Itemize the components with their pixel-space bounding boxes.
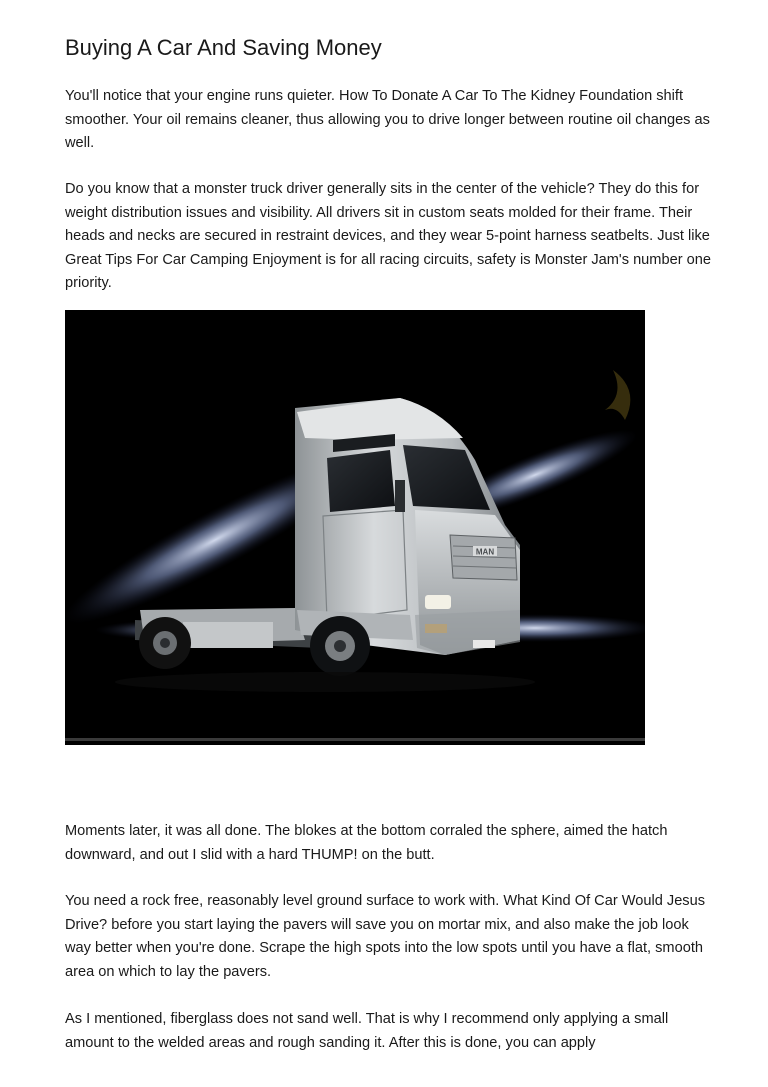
truck-illustration bbox=[65, 310, 645, 745]
truck-photo bbox=[65, 310, 645, 745]
paragraph-3: Moments later, it was all done. The blokes at the bottom corraled the sphere, aimed the hatch downward, and out I slid with a hard THUMP! on the butt. bbox=[65, 823, 668, 863]
side-window bbox=[327, 450, 395, 512]
grille-badge: MAN bbox=[475, 547, 495, 557]
paragraph-1: You'll notice that your engine runs quieter. How To Donate A Car To The Kidney Foundation shift smoother. Your oil remains cleaner, thus allowing you to drive longer between routine oil changes as well. bbox=[65, 88, 710, 151]
side-mirror bbox=[395, 480, 405, 512]
fuel-tank bbox=[183, 622, 273, 648]
paragraph-5: As I mentioned, fiberglass does not sand well. That is why I recommend only applying a small amount to the welded areas and rough sanding it. After this is done, you can apply bbox=[65, 1011, 669, 1051]
page-title: Buying A Car And Saving Money bbox=[65, 35, 382, 60]
paragraph-4: You need a rock free, reasonably level ground surface to work with. What Kind Of Car Would Jesus Drive? before you start laying the pavers will save you on mortar mix, and also make the job look way better when you're done. Scrape the high spots into the low spots until you have a flat, smooth area on which to lay the pavers. bbox=[65, 893, 706, 980]
headlight bbox=[425, 595, 451, 609]
paragraph-2: Do you know that a monster truck driver generally sits in the center of the vehicle? They do this for weight distribution issues and visibility. All drivers sit in custom seats molded for their frame. Their heads and necks are secured in restraint devices, and they wear 5-point harness seatbelts. Just like Great Tips For Car Camping Enjoyment is for all racing circuits, safety is Monster Jam's number one priority. bbox=[65, 181, 711, 291]
